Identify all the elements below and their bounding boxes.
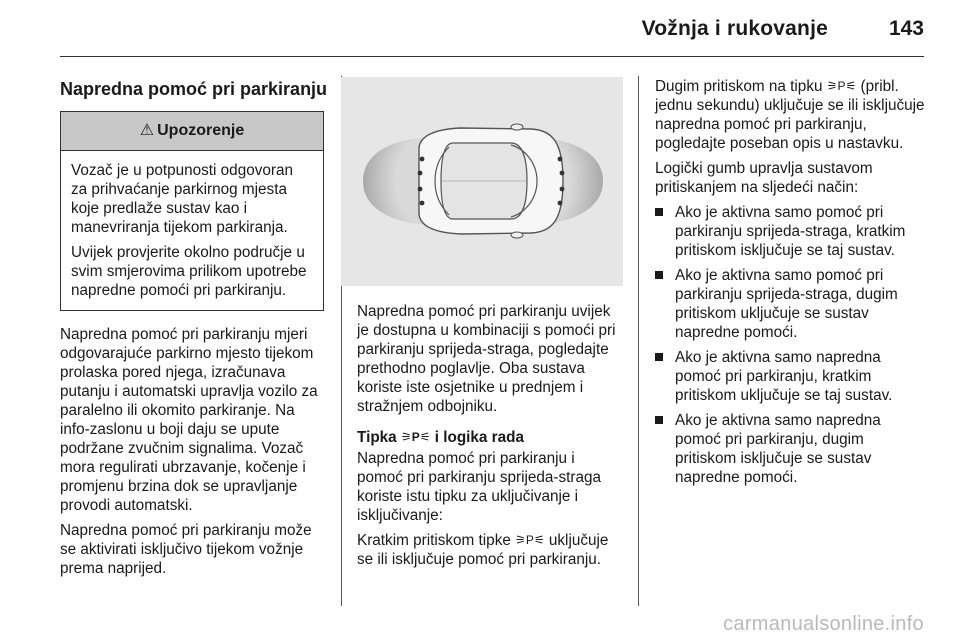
list-item-text: Ako je aktivna samo napredna pomoć pri parkiranju, dugim pritiskom isključuje se sustav napredne pomoći. bbox=[675, 412, 881, 486]
bullet-square-icon bbox=[655, 271, 663, 279]
parking-sensor bbox=[420, 201, 425, 206]
warning-body bbox=[61, 151, 323, 310]
car-parking-sensors-illustration bbox=[341, 77, 623, 286]
side-mirror bbox=[511, 124, 523, 130]
list-item bbox=[655, 203, 929, 260]
text-fragment: Dugim pritiskom na tipku bbox=[655, 78, 823, 95]
parking-sensor bbox=[560, 187, 565, 192]
list-item bbox=[655, 348, 929, 405]
subheading bbox=[357, 428, 623, 447]
parking-sensor bbox=[560, 171, 565, 176]
warning-paragraph: Vozač je u potpunosti odgovoran za prihvaćanje parkirnog mjesta koje predlaže sustav kao i manevriranja tijekom parkiranja. bbox=[71, 162, 293, 236]
column-1 bbox=[60, 70, 328, 584]
parking-sensor bbox=[420, 157, 425, 162]
list-item bbox=[655, 411, 929, 487]
body-paragraph: Napredna pomoć pri parkiranju može se aktivirati isključivo tijekom vožnje prema naprijed. bbox=[60, 522, 312, 577]
text-fragment: Kratkim pritiskom tipke bbox=[357, 532, 511, 549]
bullet-square-icon bbox=[655, 416, 663, 424]
column-divider-right bbox=[638, 76, 639, 606]
warning-box bbox=[60, 111, 324, 311]
running-header-title: Vožnja i rukovanje bbox=[641, 17, 828, 40]
list-item bbox=[655, 266, 929, 342]
body-paragraph: Napredna pomoć pri parkiranju i pomoć pri parkiranju sprijeda-straga koriste istu tipku za uključivanje i isključivanje: bbox=[357, 450, 602, 524]
text-fragment: (pribl. jednu sekundu) uključuje se ili isključuje napredna pomoć pri parkiranju, pogledajte poseban opis u nastavku. bbox=[655, 78, 925, 152]
subheading-suffix: i logika rada bbox=[434, 429, 524, 446]
parking-sensor bbox=[418, 187, 423, 192]
text-fragment: uključuje se ili isključuje pomoć pri parkiranju. bbox=[357, 532, 609, 568]
body-paragraph: Logički gumb upravlja sustavom pritiskanjem na sljedeći način: bbox=[655, 160, 873, 196]
warning-triangle-icon: ⚠ bbox=[139, 122, 155, 139]
parking-sensor bbox=[418, 171, 423, 176]
parking-button-icon: ⚞P⚟ bbox=[400, 430, 431, 444]
section-title: Napredna pomoć pri parkiranju bbox=[60, 79, 328, 99]
list-item-text: Ako je aktivna samo napredna pomoć pri parkiranju, kratkim pritiskom uključuje se taj sustav. bbox=[675, 349, 893, 404]
parking-sensor bbox=[558, 201, 563, 206]
bullet-list bbox=[655, 203, 929, 487]
column-3 bbox=[655, 77, 929, 493]
warning-header bbox=[61, 112, 323, 151]
body-paragraph bbox=[655, 77, 929, 153]
warning-paragraph: Uvijek provjerite okolno područje u svim smjerovima prilikom upotrebe napredne pomoći pri parkiranju. bbox=[71, 244, 307, 299]
column-2 bbox=[357, 302, 623, 575]
parking-figure bbox=[341, 77, 623, 286]
bullet-square-icon bbox=[655, 353, 663, 361]
page-number: 143 bbox=[888, 17, 924, 40]
watermark: carmanualsonline.info bbox=[723, 613, 924, 635]
bullet-square-icon bbox=[655, 208, 663, 216]
body-paragraph bbox=[357, 531, 623, 569]
parking-button-icon: ⚞P⚟ bbox=[515, 533, 545, 547]
list-item-text: Ako je aktivna samo pomoć pri parkiranju sprijeda-straga, kratkim pritiskom isključuje se taj sustav. bbox=[675, 204, 906, 259]
parking-sensor bbox=[558, 157, 563, 162]
header-rule bbox=[60, 56, 924, 57]
parking-button-icon: ⚞P⚟ bbox=[826, 79, 857, 93]
figure-caption: Napredna pomoć pri parkiranju uvijek je dostupna u kombinaciji s pomoći pri parkiranju sprijeda-straga, pogledajte prethodno poglavlje. Oba sustava koriste iste osjetnike u prednjem i stražnjem odbojniku. bbox=[357, 303, 616, 415]
subheading-prefix: Tipka bbox=[357, 429, 397, 446]
side-mirror bbox=[511, 232, 523, 238]
list-item-text: Ako je aktivna samo pomoć pri parkiranju sprijeda-straga, dugim pritiskom uključuje se sustav napredne pomoći. bbox=[675, 267, 898, 341]
warning-title: Upozorenje bbox=[157, 122, 245, 139]
body-paragraph: Napredna pomoć pri parkiranju mjeri odgovarajuće parkirno mjesto tijekom prolaska pored njega, izračunava putanju i automatski upravlja vozilo za paralelno ili okomito parkiranje. Na info-zaslonu u boji daju se upute podržane zvučnim signalima. Vozač mora regulirati ubrzavanje, kočenje i promjenu brzina dok se upravljanje provodi automatski. bbox=[60, 326, 318, 514]
